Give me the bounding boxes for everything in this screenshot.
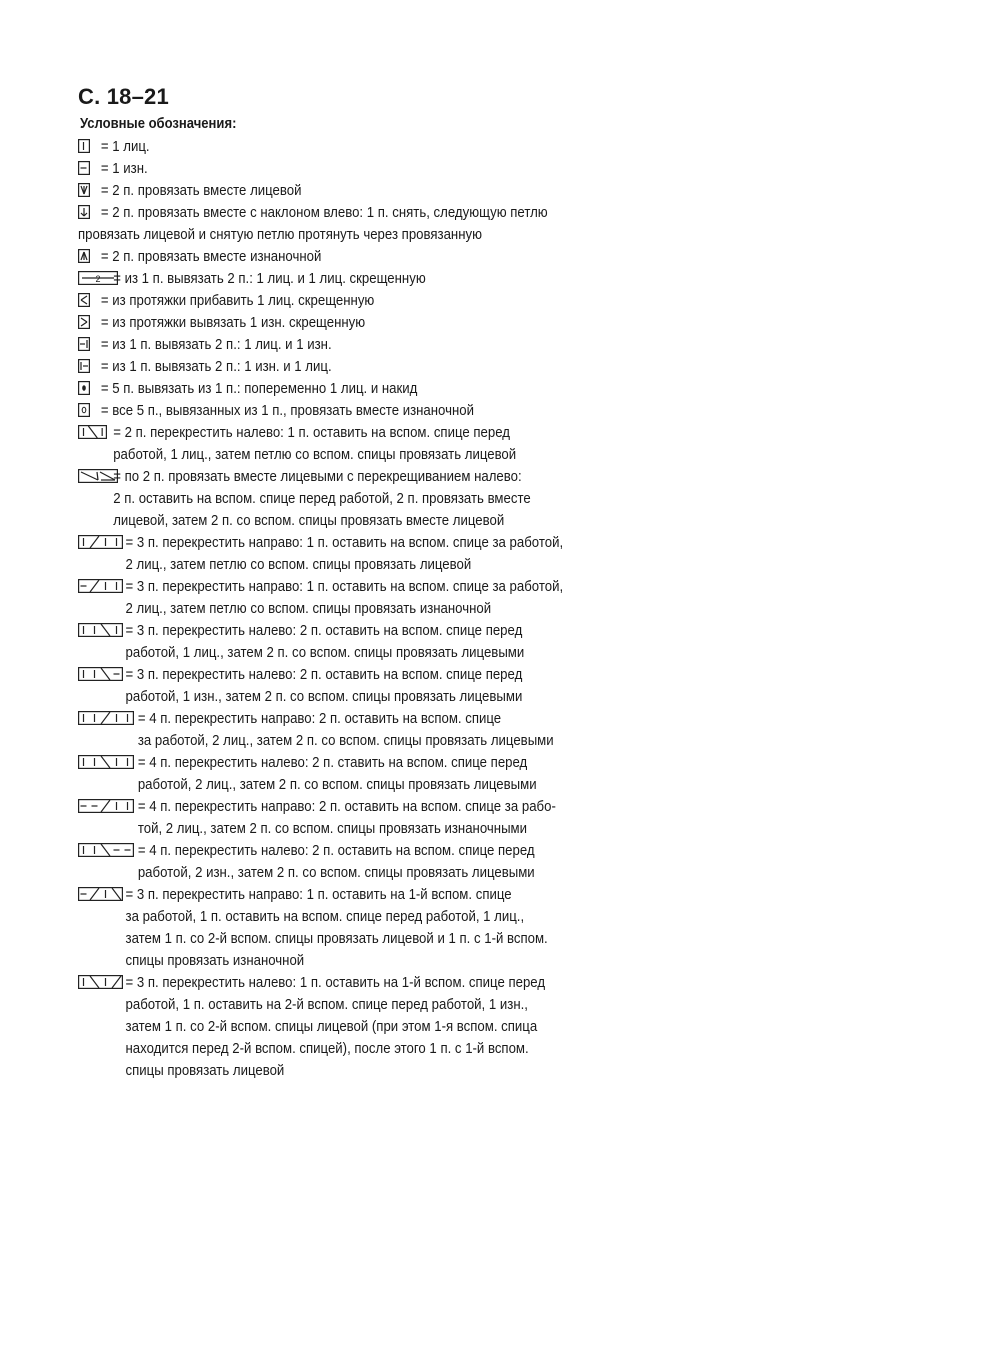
legend-entry-text: = 2 п. провязать вместе изнаночной (100, 248, 322, 265)
svg-text:2: 2 (95, 274, 101, 284)
legend-entry-text: = 2 п. провязать вместе с наклоном влево: 1 п. снять, следующую петлю (100, 204, 548, 221)
legend-entry (78, 708, 678, 752)
legend-entry-text: = 3 п. перекрестить налево: 1 п. оставить на 1-й вспом. спице перед (125, 974, 546, 991)
legend-entry (78, 400, 678, 422)
legend-entry-text: работой, 2 изн., затем 2 п. со вспом. спицы провязать лицевыми (137, 864, 535, 881)
legend-entry-text: = 1 лиц. (100, 138, 150, 155)
legend-entry-text: = 3 п. перекрестить направо: 1 п. оставить на 1-й вспом. спице (125, 886, 512, 903)
legend-entry (78, 356, 678, 378)
legend-entry-text: работой, 1 изн., затем 2 п. со вспом. спицы провязать лицевыми (125, 688, 523, 705)
legend-entry-text: провязать лицевой и снятую петлю протянуть через провязанную (78, 226, 482, 243)
legend-entry-text: = из 1 п. вывязать 2 п.: 1 лиц. и 1 лиц. скрещенную (113, 270, 426, 287)
legend-entry-text: = 5 п. вывязать из 1 п.: попеременно 1 лиц. и накид (100, 380, 418, 397)
legend-entry (78, 972, 678, 1082)
legend-entry-text: затем 1 п. со 2-й вспом. спицы лицевой (при этом 1-я вспом. спица (125, 1018, 538, 1035)
legend-entry (78, 268, 678, 290)
legend-entry-text: той, 2 лиц., затем 2 п. со вспом. спицы провязать изнаночными (137, 820, 528, 837)
legend-entry-text: лицевой, затем 2 п. со вспом. спицы провязать вместе лицевой (113, 512, 505, 529)
legend-entry (78, 202, 678, 246)
legend-entry-text: = из протяжки прибавить 1 лиц. скрещенную (100, 292, 375, 309)
legend-entry (78, 334, 678, 356)
legend-entry-text: = из 1 п. вывязать 2 п.: 1 изн. и 1 лиц. (100, 358, 332, 375)
legend-entry (78, 290, 678, 312)
legend-entry (78, 576, 678, 620)
legend-entry (78, 246, 678, 268)
legend-entry (78, 312, 678, 334)
legend-entry (78, 796, 678, 840)
legend-entry-text: работой, 1 п. оставить на 2-й вспом. спице перед работой, 1 изн., (125, 996, 528, 1013)
legend-heading: Условные обозначения: (80, 116, 237, 132)
legend-entry-text: 2 лиц., затем петлю со вспом. спицы провязать изнаночной (125, 600, 492, 617)
legend-entry-text: = 4 п. перекрестить направо: 2 п. оставить на вспом. спице (137, 710, 502, 727)
legend-entry-text: затем 1 п. со 2-й вспом. спицы провязать лицевой и 1 п. с 1-й вспом. (125, 930, 548, 947)
legend-entry-text: за работой, 1 п. оставить на вспом. спице перед работой, 1 лиц., (125, 908, 525, 925)
legend-entry-text: работой, 1 лиц., затем петлю со вспом. спицы провязать лицевой (113, 446, 517, 463)
legend-entry-text: работой, 2 лиц., затем 2 п. со вспом. спицы провязать лицевыми (137, 776, 537, 793)
legend-entry-text: за работой, 2 лиц., затем 2 п. со вспом. спицы провязать лицевыми (137, 732, 554, 749)
section-title: С. 18–21 (78, 84, 169, 109)
legend-entry (78, 180, 678, 202)
legend-entry-text: = 2 п. перекрестить налево: 1 п. оставить на вспом. спице перед (113, 424, 510, 441)
legend-entry-text: = по 2 п. провязать вместе лицевыми с перекрещиванием налево: (113, 468, 522, 485)
legend-entry-text: = 2 п. провязать вместе лицевой (100, 182, 302, 199)
legend-list (78, 136, 678, 1082)
legend-entry-text: = 3 п. перекрестить налево: 2 п. оставить на вспом. спице перед (125, 622, 523, 639)
legend-entry (78, 840, 678, 884)
legend-entry-text: = все 5 п., вывязанных из 1 п., провязать вместе изнаночной (100, 402, 474, 419)
legend-entry (78, 664, 678, 708)
legend-entry-text: = 4 п. перекрестить налево: 2 п. ставить на вспом. спице перед (137, 754, 528, 771)
legend-entry (78, 136, 678, 158)
legend-entry-text: = 4 п. перекрестить налево: 2 п. оставить на вспом. спице перед (137, 842, 535, 859)
legend-entry-text: = 3 п. перекрестить направо: 1 п. оставить на вспом. спице за работой, (125, 578, 564, 595)
legend-entry-text: работой, 1 лиц., затем 2 п. со вспом. спицы провязать лицевыми (125, 644, 525, 661)
legend-entry-text: = 3 п. перекрестить налево: 2 п. оставить на вспом. спице перед (125, 666, 523, 683)
legend-entry (78, 466, 678, 532)
legend-entry-text: спицы провязать лицевой (125, 1062, 285, 1079)
document-page (78, 84, 678, 1082)
legend-entry (78, 884, 678, 972)
legend-entry-text: = 4 п. перекрестить направо: 2 п. оставить на вспом. спице за рабо- (137, 798, 556, 815)
legend-entry-text: = 1 изн. (100, 160, 148, 177)
legend-entry-text: = 3 п. перекрестить направо: 1 п. оставить на вспом. спице за работой, (125, 534, 564, 551)
legend-entry-text: 2 лиц., затем петлю со вспом. спицы провязать лицевой (125, 556, 472, 573)
legend-entry (78, 158, 678, 180)
legend-entry-text: 2 п. оставить на вспом. спице перед работой, 2 п. провязать вместе (113, 490, 531, 507)
legend-entry (78, 378, 678, 400)
legend-entry-text: = из протяжки вывязать 1 изн. скрещенную (100, 314, 366, 331)
legend-entry-text: находится перед 2-й вспом. спицей), после этого 1 п. с 1-й вспом. (125, 1040, 529, 1057)
legend-entry (78, 620, 678, 664)
legend-entry (78, 532, 678, 576)
legend-entry-text: = из 1 п. вывязать 2 п.: 1 лиц. и 1 изн. (100, 336, 332, 353)
legend-entry (78, 422, 678, 466)
legend-entry (78, 752, 678, 796)
legend-entry-text: спицы провязать изнаночной (125, 952, 305, 969)
